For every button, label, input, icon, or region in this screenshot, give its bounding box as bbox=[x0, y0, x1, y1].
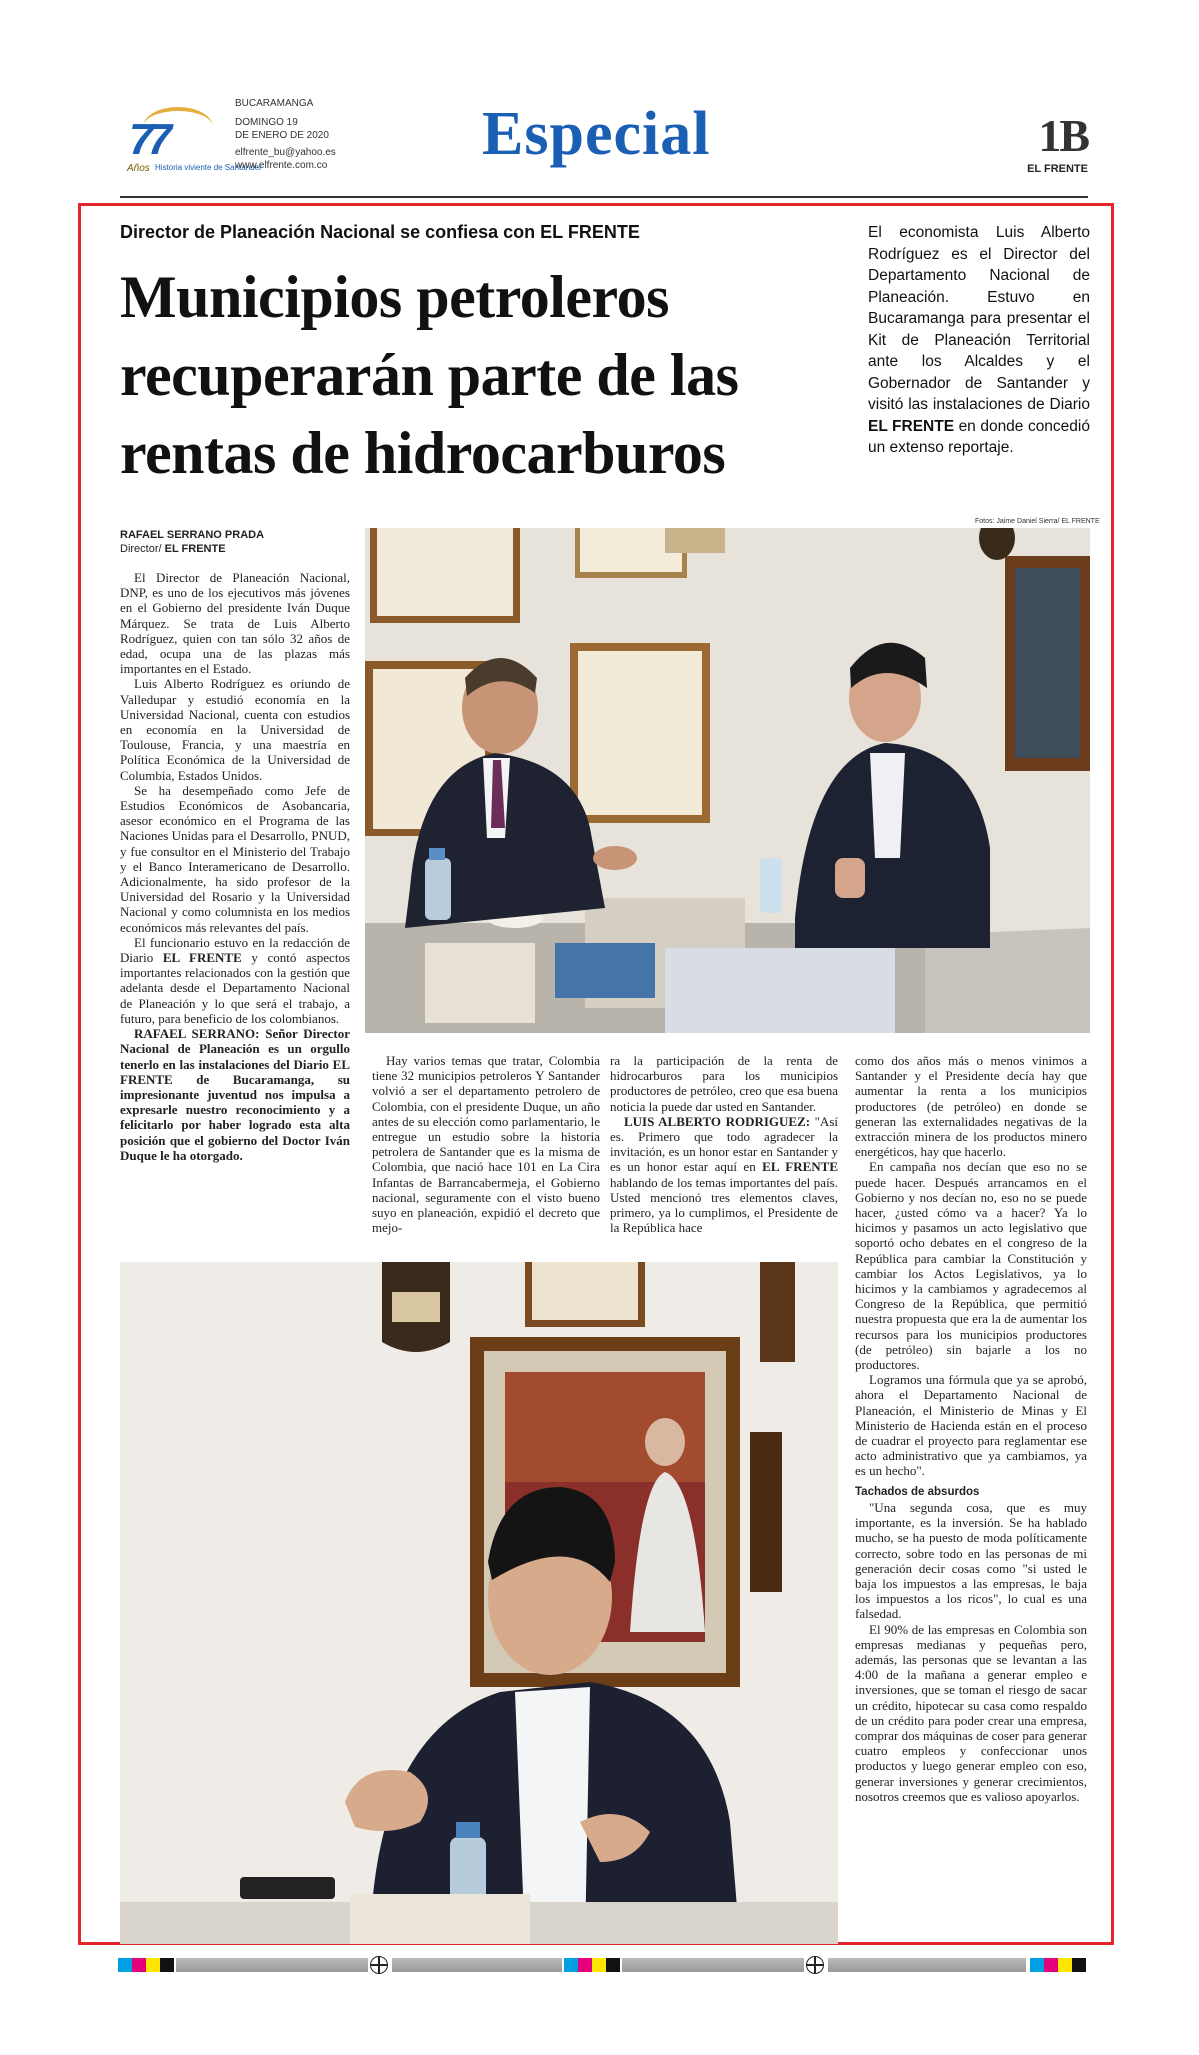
paragraph: ra la participación de la renta de hidrocarburos para los municipios productores de petróleo, creo que esa buena noticia la puede dar usted en Santander. bbox=[610, 1053, 838, 1114]
paragraph: Hay varios temas que tratar, Colombia tiene 32 municipios petroleros Y Santander volvió a ser el departamento petrolero de Colombia, con el presidente Duque, un año antes de su elección como parlamentario, le entregue un estudio sobre la historia petrolera de Santander que es la misma de Colombia, que nació hace 101 en La Cira Infantas de Barrancabermeja, el Gobierno nacional, seguramente con el visto bueno suyo en planeación, expidió el decreto que mejo- bbox=[372, 1053, 600, 1236]
yellow-swatch bbox=[592, 1958, 606, 1972]
column-1 bbox=[120, 570, 350, 1163]
paragraph: Logramos una fórmula que ya se aprobó, ahora el Departamento Nacional de Planeación, el Ministerio de Minas y El Ministerio de Hacienda están en el proceso de cuadrar el proyecto para reglamentar ese acto administrativo que ya cambiamos, ya es un hecho". bbox=[855, 1372, 1087, 1479]
paragraph: Luis Alberto Rodríguez es oriundo de Valledupar y estudió economía en la Universidad Nacional, cuenta con estudios en economía en la Universidad de Toulouse, Francia, y una maestría en Política Económica de la Universidad de Columbia, Estados Unidos. bbox=[120, 676, 350, 783]
registration-mark-icon bbox=[806, 1956, 824, 1974]
cyan-swatch bbox=[564, 1958, 578, 1972]
column-3 bbox=[610, 1053, 838, 1235]
interview-question: RAFAEL SERRANO: Señor Director Nacional de Planeación es un orgullo tenerlo en las instalaciones del Diario EL FRENTE de Bucaramanga, su impresionante juventud nos impulsa a expresarle nuestro reconocimiento y a felicitarlo por haber logrado esta alta posición que el gobierno del Doctor Iván Duque le ha otorgado. bbox=[120, 1026, 350, 1163]
logo-tagline-word: Años bbox=[127, 163, 150, 174]
paragraph: Se ha desempeñado como Jefe de Estudios Económicos de Asobancaria, asesor económico en el Programa de las Naciones Unidas para el Desarrollo, PNUD, y fue consultor en el Ministerio del Trabajo y el Banco Interamericano de Desarrollo. Adicionalmente, ha sido profesor de la Universidad del Rosario y la Universidad Nacional y como columnista en los medios económicos más relevantes del país. bbox=[120, 782, 350, 935]
speaker-label: LUIS ALBERTO RODRIGUEZ: bbox=[624, 1113, 811, 1129]
column-2 bbox=[372, 1053, 600, 1235]
kicker: Director de Planeación Nacional se confiesa con EL FRENTE bbox=[120, 222, 640, 242]
logo-tagline: Historia viviente de Santander bbox=[155, 163, 262, 172]
interview-photo bbox=[365, 528, 1090, 1033]
portrait-photo-illustration bbox=[120, 1262, 838, 1944]
masthead-meta bbox=[235, 97, 336, 172]
logo-number: 77 bbox=[129, 115, 166, 164]
email: elfrente_bu@yahoo.es bbox=[235, 147, 336, 158]
intro-brand: EL FRENTE bbox=[868, 417, 955, 435]
masthead bbox=[120, 95, 1090, 195]
magenta-swatch bbox=[578, 1958, 592, 1972]
black-swatch bbox=[160, 1958, 174, 1972]
registration-mark-icon bbox=[370, 1956, 388, 1974]
page-number: 1B bbox=[1038, 110, 1088, 161]
paragraph: El 90% de las empresas en Colombia son empresas medianas y pequeñas pero, además, las personas que se levantan a las 4:00 de la mañana a generar empleo e inversiones, que se toman el riesgo de sacar un crédito, hipotecar su casa como respaldo de un crédito para poder crear una empresa, comprar dos máquinas de coser para generar cuatro empleos y confeccionar unos productos y luego generar empleo con eso, generar inversiones y generar crecimientos, nosotros creemos que es valioso apoyarlos. bbox=[855, 1621, 1087, 1804]
speaker-label: RAFAEL SERRANO: bbox=[134, 1026, 260, 1042]
photo-credit: Fotos: Jaime Daniel Sierra/ EL FRENTE bbox=[975, 518, 1100, 525]
paragraph: En campaña nos decían que eso no se puede hacer. Después arrancamos en el Gobierno y nos decían no, eso no se puede hacer, ¿usted cómo va a hacer? Ya lo hicimos y pasamos un acto legislativo que soportó ocho debates en el congreso de la República para cambiar la Constitución y cambiar los Actos Legislativos, ya lo hicimos y la cambiamos y agradecemos al Congreso de la República, que permitió nuestra propuesta que era la de aumentar los recursos para los municipios productores (de petróleo) sin bajarle a los no productores. bbox=[855, 1159, 1087, 1373]
page-brand: EL FRENTE bbox=[1027, 163, 1088, 175]
interview-answer: LUIS ALBERTO RODRIGUEZ: "Así es. Primero que todo agradecer la invitación, es un honor estar en Santander y es un honor estar aquí en EL FRENTE hablando de los temas importantes del país. Usted mencionó tres elementos claves, primero, ya lo cumplimos, el Presidente de la República hace bbox=[610, 1113, 838, 1236]
black-swatch bbox=[606, 1958, 620, 1972]
portrait-photo bbox=[120, 1262, 838, 1944]
byline-role: Director/ EL FRENTE bbox=[120, 543, 226, 555]
website: www.elfrente.com.co bbox=[235, 160, 328, 171]
date-line-2: DE ENERO DE 2020 bbox=[235, 130, 329, 141]
magenta-swatch bbox=[1044, 1958, 1058, 1972]
paragraph: El funcionario estuvo en la redacción de Diario EL FRENTE y contó aspectos importantes relacionados con la gestión que adelanta desde el Departamento Nacional de Planeación y lo que será el trabajo, a futuro, para beneficio de los colombianos. bbox=[120, 934, 351, 1026]
column-4 bbox=[855, 1053, 1087, 1804]
yellow-swatch bbox=[1058, 1958, 1072, 1972]
paragraph: El Director de Planeación Nacional, DNP, es uno de los ejecutivos más jóvenes en el Gobierno del presidente Iván Duque Márquez. Se trata de Luis Alberto Rodríguez, quien con tan sólo 32 años de edad, ocupa una de las plazas más importantes en el Estado. bbox=[120, 570, 350, 677]
date-line-1: DOMINGO 19 bbox=[235, 117, 298, 128]
cyan-swatch bbox=[118, 1958, 132, 1972]
cyan-swatch bbox=[1030, 1958, 1044, 1972]
yellow-swatch bbox=[146, 1958, 160, 1972]
intro-deck: El economista Luis Alberto Rodríguez es el Director del Departamento Nacional de Planeación. Estuvo en Bucaramanga para presentar el Kit de Planeación Territorial ante los Alcaldes y el Gobernador de Santander y visitó las instalaciones de Diario EL FRENTE en donde concedió un extenso reportaje. bbox=[868, 224, 1090, 456]
interview-photo-illustration bbox=[365, 528, 1090, 1033]
byline bbox=[120, 528, 264, 556]
headline: Municipios petroleros recuperarán parte de las rentas de hidrocarburos bbox=[120, 264, 739, 486]
paragraph: "Una segunda cosa, que es muy importante, es la inversión. Se ha hablado mucho, se ha puesto de moda políticamente correcto, sobre todo en las personas de mi generación decir cosas como "si usted le baja los impuestos a las empresas, le baja los impuestos a los ricos", lo cual es una falsedad. bbox=[855, 1499, 1087, 1622]
paragraph: como dos años más o menos vinimos a Santander y el Presidente decía hay que aumentar la renta a los municipios productores (de petróleo) en donde se generan las externalidades negativas de la extracción minera de los productos minero energéticos, hay que hacerlo. bbox=[855, 1053, 1087, 1160]
black-swatch bbox=[1072, 1958, 1086, 1972]
magenta-swatch bbox=[132, 1958, 146, 1972]
gray-strip bbox=[622, 1958, 804, 1972]
city: BUCARAMANGA bbox=[235, 98, 314, 109]
section-title: Especial bbox=[482, 100, 711, 168]
anniversary-logo bbox=[125, 105, 262, 185]
subheading: Tachados de absurdos bbox=[855, 1485, 980, 1498]
print-registration-bar bbox=[118, 1958, 1092, 1972]
gray-strip bbox=[176, 1958, 368, 1972]
gray-strip bbox=[392, 1958, 562, 1972]
byline-name: RAFAEL SERRANO PRADA bbox=[120, 529, 265, 541]
gray-strip bbox=[828, 1958, 1026, 1972]
masthead-rule bbox=[120, 196, 1088, 198]
